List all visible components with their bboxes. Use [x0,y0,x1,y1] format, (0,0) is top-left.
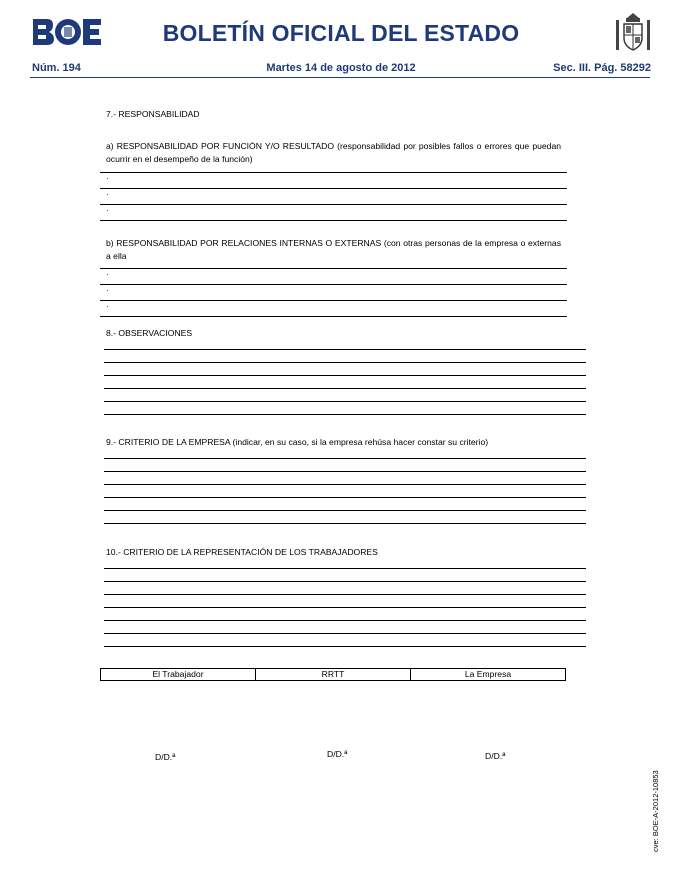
rule [100,172,567,173]
rule [100,188,567,189]
bullet: · [106,270,109,279]
rule [104,388,586,389]
rule [104,607,586,608]
rule [104,484,586,485]
section-page: Sec. III. Pág. 58292 [553,62,651,74]
rule [104,581,586,582]
bullet: · [106,174,109,183]
bullet: · [106,190,109,199]
rule [100,204,567,205]
signature-table [100,668,566,681]
cve-identifier: cve: BOE-A-2012-10853 [651,770,660,852]
rule [104,458,586,459]
rule [104,401,586,402]
rule [104,414,586,415]
rule [100,268,567,269]
section-8-heading: 8.- OBSERVACIONES [106,328,193,338]
section-7a-text: a) RESPONSABILIDAD POR FUNCIÓN Y/O RESULTADO (responsabilidad por posibles fallos o errores que puedan ocurrir en el desempeño de la función) [106,141,561,164]
section-7b-text: b) RESPONSABILIDAD POR RELACIONES INTERNAS O EXTERNAS (con otras personas de la empresa o externas a ella [106,238,561,261]
header-divider [30,77,650,78]
rule [104,497,586,498]
rule [104,375,586,376]
publication-title: BOLETÍN OFICIAL DEL ESTADO [162,20,520,46]
rule [104,523,586,524]
bullet: · [106,206,109,215]
section-10-heading: 10.- CRITERIO DE LA REPRESENTACIÓN DE LOS TRABAJADORES [106,547,378,557]
rule [104,646,586,647]
signature-column-rrtt: RRTT [256,669,411,680]
rule [104,362,586,363]
issue-number: Núm. 194 [32,62,81,74]
signature-column-worker: El Trabajador [101,669,256,680]
rule [100,284,567,285]
rule [100,300,567,301]
section-9-heading: 9.- CRITERIO DE LA EMPRESA (indicar, en su caso, si la empresa rehúsa hacer constar su criterio) [106,437,489,447]
signature-column-company: La Empresa [464,669,512,679]
rule [100,316,567,317]
signature-name-worker: D/D.ª [155,752,176,762]
rule [104,594,586,595]
bullet: · [106,302,109,311]
rule [104,510,586,511]
publication-date: Martes 14 de agosto de 2012 [266,62,416,74]
bullet: · [106,286,109,295]
signature-name-rrtt: D/D.ª [327,749,348,759]
spanish-coat-of-arms-icon [612,12,654,54]
rule [104,349,586,350]
rule [104,471,586,472]
rule [104,568,586,569]
rule [100,220,567,221]
section-7-heading: 7.- RESPONSABILIDAD [106,109,200,119]
boe-logo [31,17,103,47]
signature-name-company: D/D.ª [485,751,506,761]
rule [104,620,586,621]
rule [104,633,586,634]
